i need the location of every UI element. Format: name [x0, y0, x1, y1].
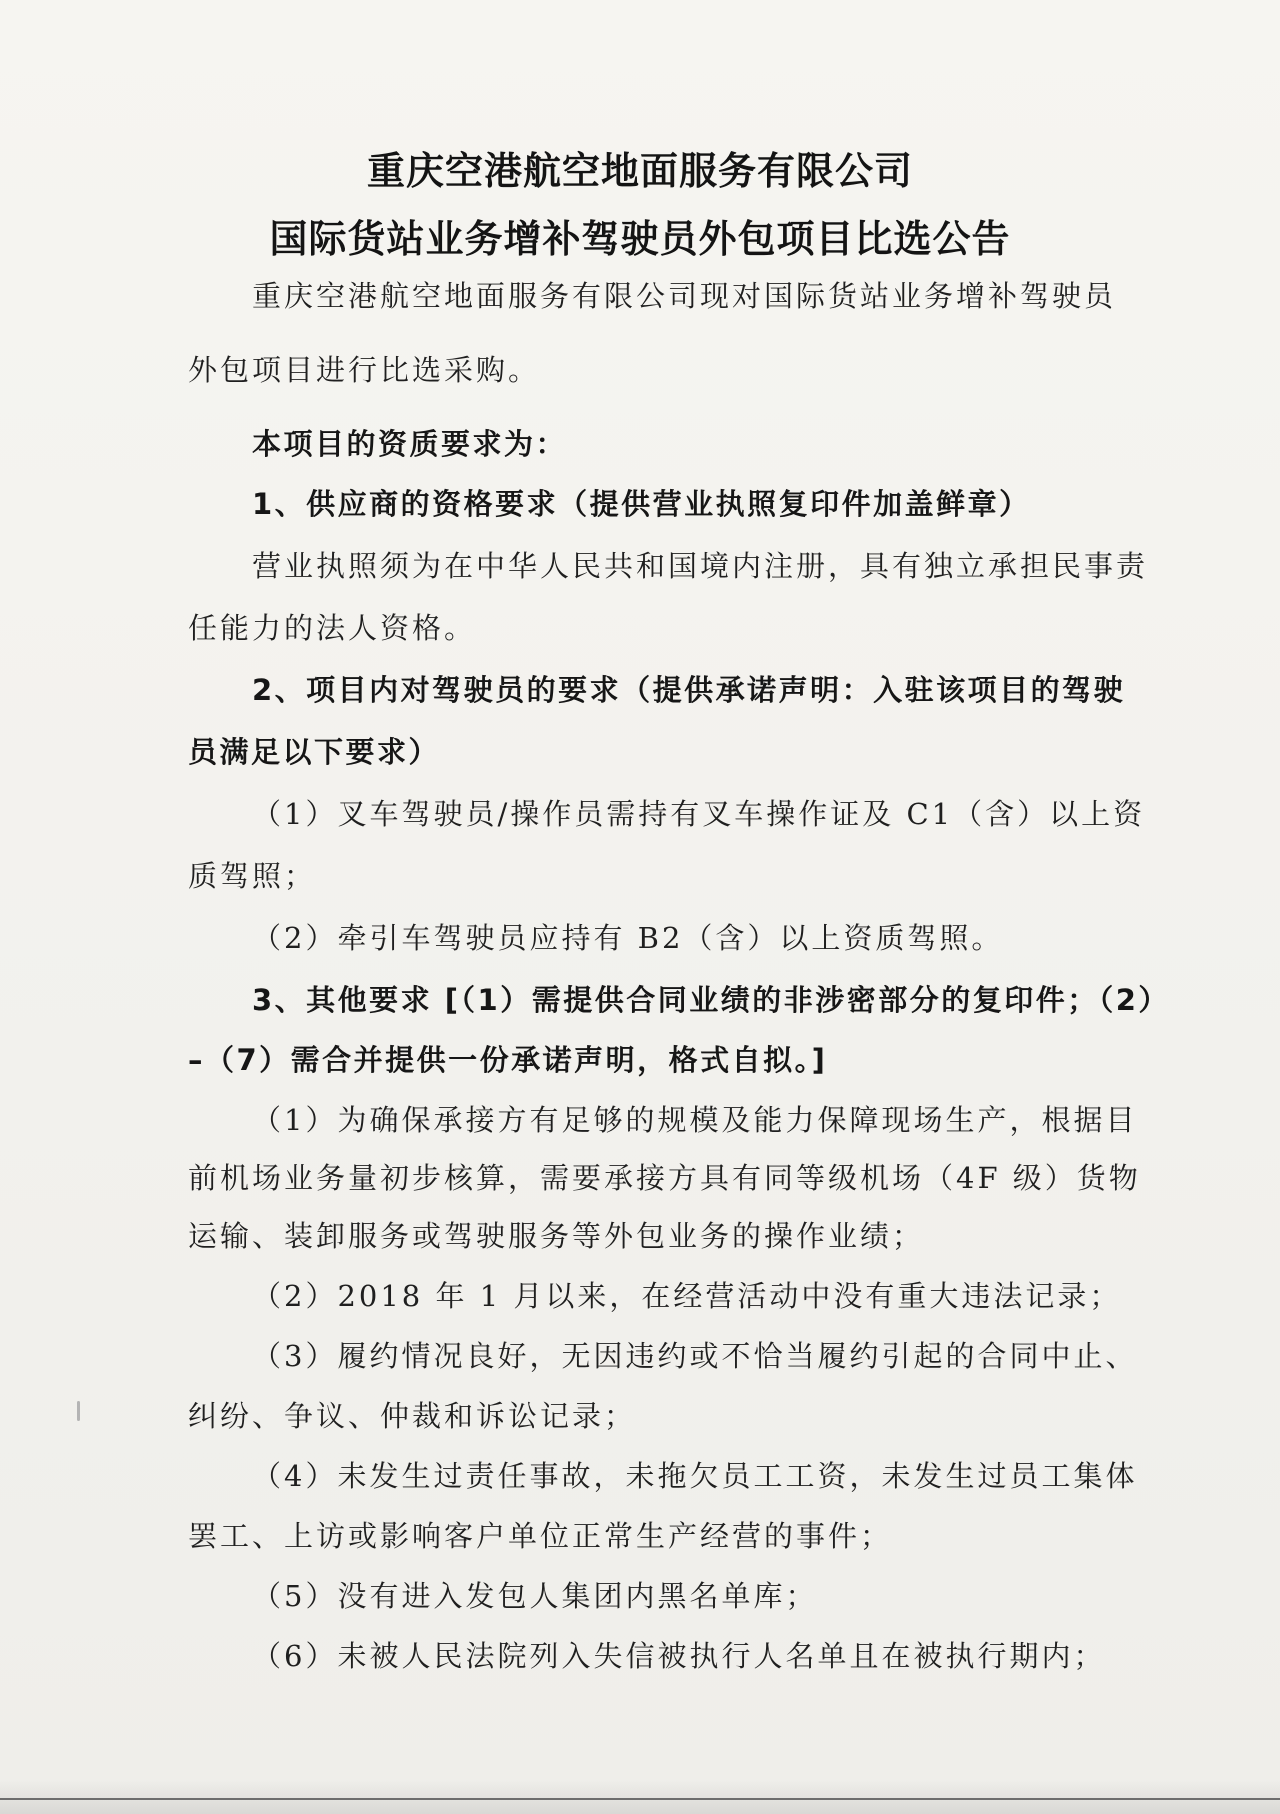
section3-item4-line2: 罢工、上访或影响客户单位正常生产经营的事件；: [188, 1519, 893, 1553]
document-title-line2: 国际货站业务增补驾驶员外包项目比选公告: [269, 217, 1011, 261]
section3-item2: （2）2018 年 1 月以来，在经营活动中没有重大违法记录；: [252, 1279, 1122, 1313]
section3-item3-line1: （3）履约情况良好，无因违约或不恰当履约引起的合同中止、: [252, 1339, 1138, 1373]
page-bottom-shadow: [0, 1780, 1280, 1814]
section3-item1-line2: 前机场业务量初步核算，需要承接方具有同等级机场（4F 级）货物: [188, 1161, 1141, 1195]
section3-item4-line1: （4）未发生过责任事故，未拖欠员工工资，未发生过员工集体: [252, 1459, 1138, 1493]
section2-item2: （2）牵引车驾驶员应持有 B2（含）以上资质驾照。: [252, 921, 1004, 955]
section2-heading-line2: 员满足以下要求）: [188, 735, 441, 769]
section3-item3-line2: 纠纷、争议、仲裁和诉讼记录；: [188, 1399, 637, 1433]
intro-line1: 重庆空港航空地面服务有限公司现对国际货站业务增补驾驶员: [252, 279, 1117, 313]
qualification-heading: 本项目的资质要求为：: [252, 427, 568, 461]
section3-item6: （6）未被人民法院列入失信被执行人名单且在被执行期内；: [252, 1639, 1106, 1673]
section2-heading-line1: 2、项目内对驾驶员的要求（提供承诺声明：入驻该项目的驾驶: [252, 673, 1126, 707]
section1-heading: 1、供应商的资格要求（提供营业执照复印件加盖鲜章）: [252, 487, 1031, 521]
section3-item1-line1: （1）为确保承接方有足够的规模及能力保障现场生产，根据目: [252, 1103, 1138, 1137]
intro-line2: 外包项目进行比选采购。: [188, 353, 541, 387]
section3-heading-line1: 3、其他要求 [（1）需提供合同业绩的非涉密部分的复印件；（2）: [252, 983, 1170, 1017]
section2-item1-line2: 质驾照；: [188, 859, 317, 893]
section1-body-line1: 营业执照须为在中华人民共和国境内注册，具有独立承担民事责: [252, 549, 1149, 583]
section3-item1-line3: 运输、装卸服务或驾驶服务等外包业务的操作业绩；: [188, 1219, 925, 1253]
page-bottom-edge: [0, 1798, 1280, 1800]
section2-item1-line1: （1）叉车驾驶员/操作员需持有叉车操作证及 C1（含）以上资: [252, 797, 1146, 831]
document-title-line1: 重庆空港航空地面服务有限公司: [366, 149, 913, 193]
section3-item5: （5）没有进入发包人集团内黑名单库；: [252, 1579, 818, 1613]
section1-body-line2: 任能力的法人资格。: [188, 611, 477, 645]
scan-speck: [77, 1401, 80, 1421]
section3-heading-line2: –（7）需合并提供一份承诺声明，格式自拟。]: [188, 1043, 828, 1077]
